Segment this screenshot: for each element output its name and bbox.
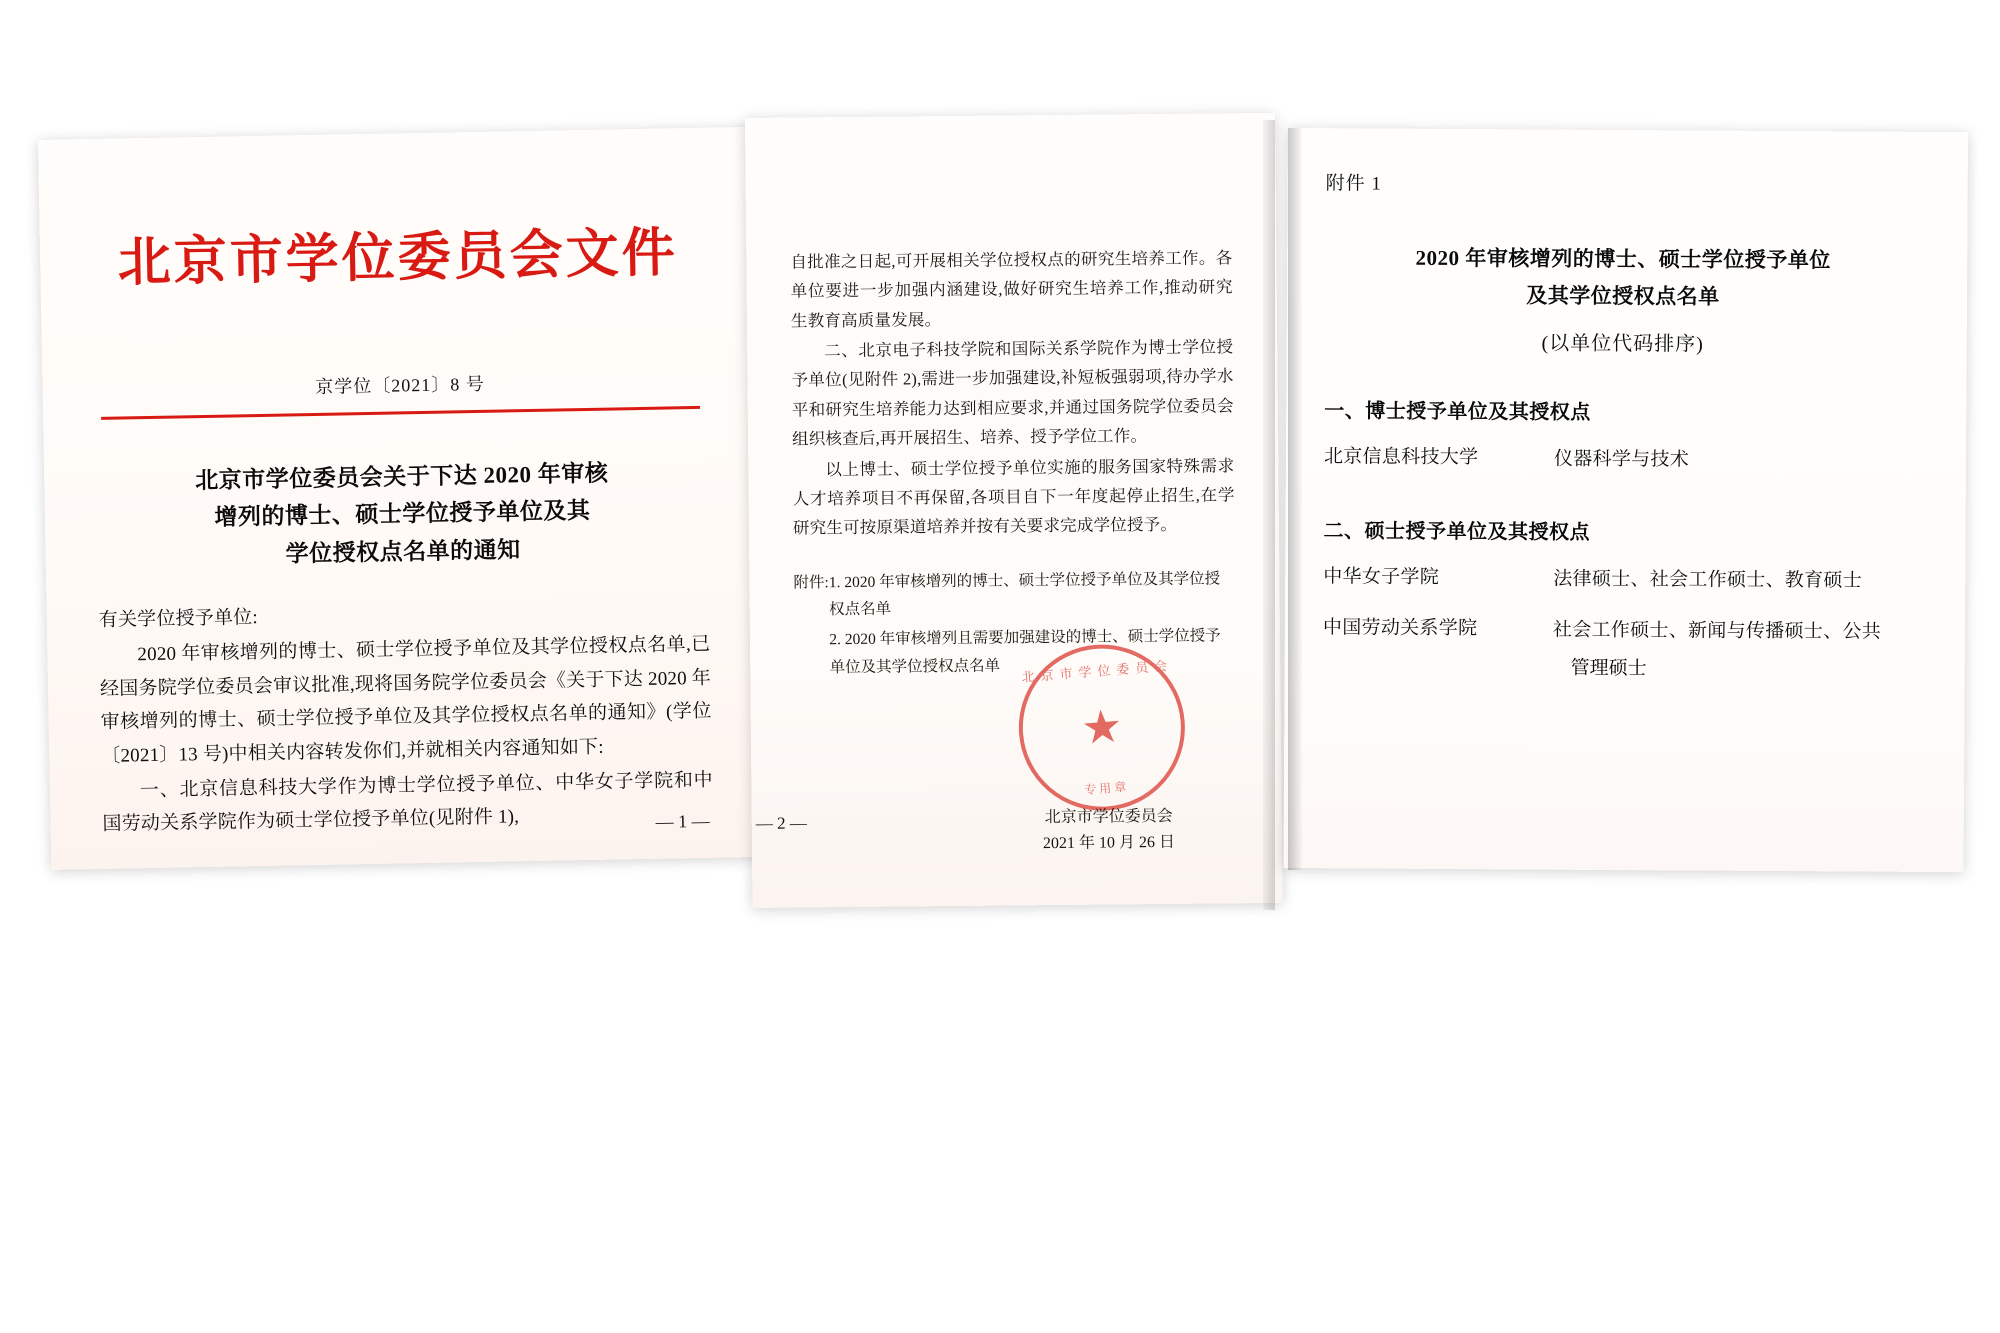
table-row bbox=[1323, 612, 1919, 649]
sign-date: 2021 年 10 月 26 日 bbox=[1042, 833, 1176, 852]
signature-block bbox=[1014, 804, 1204, 857]
unit-name: 中华女子学院 bbox=[1323, 565, 1440, 588]
paragraph-2: 二、北京电子科技学院和国际关系学院作为博士学位授予单位(见附件 2),需进一步加强建设,补短板强弱项,待办学水平和研究生培养能力达到相应要求,并通过国务院学位委员会组织核查后,再开展招生、培养、授予学位工作。 bbox=[791, 337, 1234, 449]
appendix-title bbox=[1325, 239, 1921, 316]
masthead-title: 北京市学位委员会文件 bbox=[117, 224, 679, 293]
document-page-3 bbox=[1283, 128, 1968, 872]
paragraph-2: 一、北京信息科技大学作为博士学位授予单位、中华女子学院和中国劳动关系学院作为硕士学位授予单位(见附件 1), bbox=[102, 769, 714, 836]
page-title-line-3: 学位授权点名单的通知 bbox=[285, 536, 521, 567]
section-2-heading: 二、硕士授予单位及其授权点 bbox=[1323, 519, 1591, 544]
page-number-2: — 2 — bbox=[755, 813, 807, 833]
unit-authorization-points: 社会工作硕士、新闻与传播硕士、公共 bbox=[1552, 619, 1882, 643]
paragraph-1-continued: 自批准之日起,可开展相关学位授权点的研究生培养工作。各单位要进一步加强内涵建设,做好研究生培养工作,推动研究生教育高质量发展。 bbox=[790, 248, 1233, 331]
table-row bbox=[1324, 441, 1920, 478]
page-2-body bbox=[790, 243, 1235, 543]
page-number-1: — 1 — bbox=[655, 810, 710, 832]
attachment-item-1: 1. 2020 年审核增列的博士、硕士学位授予单位及其学位授权点名单 bbox=[828, 570, 1221, 619]
section-1-heading: 一、博士授予单位及其授权点 bbox=[1324, 399, 1591, 424]
attachment-item-2: 2. 2020 年审核增列且需要加强建设的博士、硕士学位授予单位及其学位授权点名单 bbox=[829, 627, 1221, 677]
appendix-title-line-2: 及其学位授权点名单 bbox=[1526, 283, 1720, 309]
unit-authorization-points: 仪器科学与技术 bbox=[1553, 448, 1690, 470]
unit-authorization-points: 法律硕士、社会工作硕士、教育硕士 bbox=[1553, 568, 1863, 592]
official-seal bbox=[1013, 638, 1192, 817]
document-page-1 bbox=[38, 127, 766, 870]
unit-authorization-points-continued: 管理硕士 bbox=[1570, 657, 1647, 680]
paragraph-1: 2020 年审核增列的博士、硕士学位授予单位及其学位授权点名单,已经国务院学位委员会审议批准,现将国务院学位委员会《关于下达 2020 年审核增列的博士、硕士学位授予单位及其学位授权点名单的通知》(学位〔2021〕13 号)中相关内容转发你们,并就相关内容通知如下: bbox=[99, 633, 712, 767]
attachment-tag: 附件 1 bbox=[1325, 173, 1382, 195]
seal-bottom-text: 专用章 bbox=[1083, 779, 1130, 798]
attachment-label: 附件: bbox=[793, 573, 829, 592]
salutation: 有关学位授予单位: bbox=[98, 606, 259, 631]
red-divider-rule bbox=[101, 406, 700, 420]
page-title-line-1: 北京市学位委员会关于下达 2020 年审核 bbox=[195, 460, 609, 494]
paragraph-3: 以上博士、硕士学位授予单位实施的服务国家特殊需求人才培养项目不再保留,各项目自下一年度起停止招生,在学研究生可按原渠道培养并按有关要求完成学位授予。 bbox=[792, 455, 1235, 538]
page-1-body bbox=[99, 593, 714, 842]
document-page-2 bbox=[745, 113, 1283, 908]
page-3-spine-shadow bbox=[1288, 128, 1302, 870]
document-number: 京学位〔2021〕8 号 bbox=[315, 373, 485, 397]
page-title bbox=[96, 453, 709, 576]
table-row bbox=[1323, 561, 1919, 598]
appendix-subtitle: (以单位代码排序) bbox=[1541, 332, 1704, 356]
seal-star-icon: ★ bbox=[1079, 700, 1125, 755]
signer-name: 北京市学位委员会 bbox=[1044, 807, 1173, 827]
page-title-line-2: 增列的博士、硕士学位授予单位及其 bbox=[214, 498, 591, 531]
seal-top-text: 北京市学位委员会 bbox=[1021, 657, 1174, 685]
unit-name: 中国劳动关系学院 bbox=[1322, 617, 1478, 640]
appendix-title-line-1: 2020 年审核增列的博士、硕士学位授予单位 bbox=[1415, 245, 1831, 273]
page-2-spine-shadow bbox=[1263, 120, 1275, 910]
unit-name: 北京信息科技大学 bbox=[1323, 445, 1479, 468]
